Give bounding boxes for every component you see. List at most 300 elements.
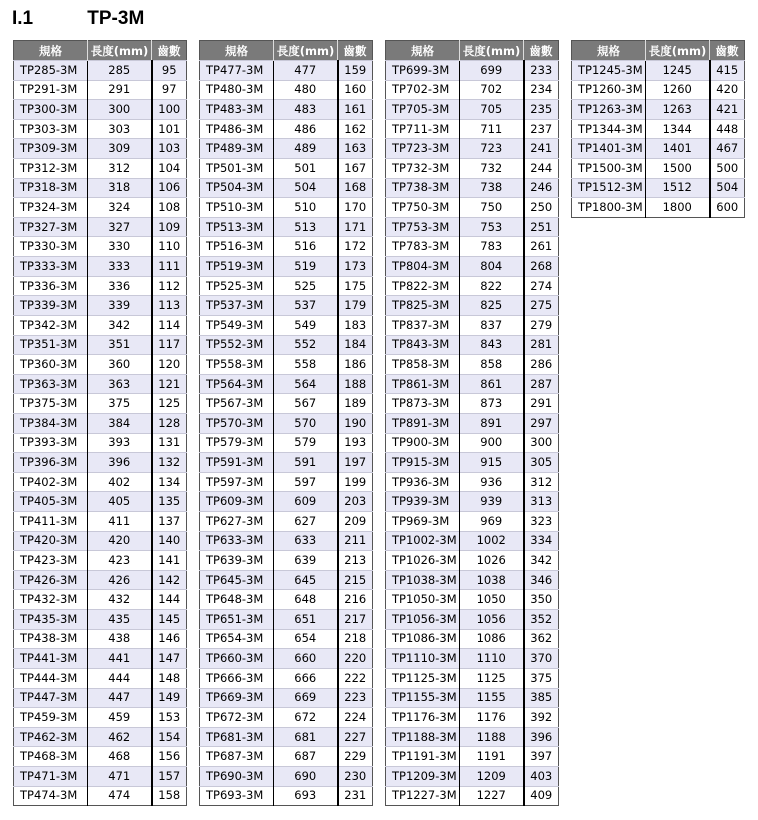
table-row: [200, 119, 373, 139]
teeth-cell: 117: [152, 335, 187, 355]
spec-cell: TP1002-3M: [386, 531, 460, 551]
teeth-cell: 231: [338, 786, 373, 806]
length-cell: 396: [88, 453, 152, 473]
length-cell: 900: [460, 433, 524, 453]
teeth-cell: 199: [338, 472, 373, 492]
table-row: [14, 512, 187, 532]
header-teeth: 齒數: [524, 41, 559, 61]
teeth-cell: 251: [524, 217, 559, 237]
table-row: [386, 374, 559, 394]
spec-cell: TP432-3M: [14, 590, 88, 610]
spec-cell: TP825-3M: [386, 296, 460, 316]
length-cell: 447: [88, 688, 152, 708]
table-row: [14, 315, 187, 335]
teeth-cell: 227: [338, 727, 373, 747]
length-cell: 825: [460, 296, 524, 316]
header-length: 長度(mm): [274, 41, 338, 61]
teeth-cell: 241: [524, 139, 559, 159]
spec-cell: TP690-3M: [200, 766, 274, 786]
table-row: [200, 100, 373, 120]
length-cell: 462: [88, 727, 152, 747]
teeth-cell: 300: [524, 433, 559, 453]
spec-cell: TP750-3M: [386, 198, 460, 218]
spec-cell: TP861-3M: [386, 374, 460, 394]
length-cell: 513: [274, 217, 338, 237]
spec-cell: TP1110-3M: [386, 649, 460, 669]
teeth-cell: 125: [152, 394, 187, 414]
length-cell: 291: [88, 80, 152, 100]
length-cell: 558: [274, 355, 338, 375]
table-row: [14, 610, 187, 630]
length-cell: 1263: [646, 100, 710, 120]
table-row: [386, 668, 559, 688]
length-cell: 570: [274, 413, 338, 433]
spec-cell: TP873-3M: [386, 394, 460, 414]
length-cell: 525: [274, 276, 338, 296]
table-row: [386, 531, 559, 551]
teeth-cell: 109: [152, 217, 187, 237]
teeth-cell: 137: [152, 512, 187, 532]
table-row: [14, 394, 187, 414]
length-cell: 936: [460, 472, 524, 492]
table-row: [386, 100, 559, 120]
length-cell: 309: [88, 139, 152, 159]
table-row: [14, 355, 187, 375]
teeth-cell: 500: [710, 159, 745, 179]
spec-cell: TP687-3M: [200, 747, 274, 767]
length-cell: 1026: [460, 551, 524, 571]
spec-cell: TP591-3M: [200, 453, 274, 473]
length-cell: 861: [460, 374, 524, 394]
teeth-cell: 396: [524, 727, 559, 747]
teeth-cell: 313: [524, 492, 559, 512]
table-row: [200, 394, 373, 414]
teeth-cell: 297: [524, 413, 559, 433]
table-row: [200, 747, 373, 767]
table-row: [386, 119, 559, 139]
table-row: [14, 276, 187, 296]
length-cell: 318: [88, 178, 152, 198]
length-cell: 843: [460, 335, 524, 355]
spec-cell: TP900-3M: [386, 433, 460, 453]
teeth-cell: 147: [152, 649, 187, 669]
length-cell: 1401: [646, 139, 710, 159]
table-row: [200, 413, 373, 433]
table-row: [386, 747, 559, 767]
length-cell: 732: [460, 159, 524, 179]
spec-cell: TP1086-3M: [386, 629, 460, 649]
table-row: [386, 512, 559, 532]
teeth-cell: 237: [524, 119, 559, 139]
belt-table-4: [571, 40, 745, 218]
teeth-cell: 141: [152, 551, 187, 571]
length-cell: 858: [460, 355, 524, 375]
length-cell: 426: [88, 570, 152, 590]
table-row: [14, 119, 187, 139]
spec-cell: TP489-3M: [200, 139, 274, 159]
spec-cell: TP420-3M: [14, 531, 88, 551]
spec-cell: TP285-3M: [14, 61, 88, 81]
spec-cell: TP1263-3M: [572, 100, 646, 120]
spec-cell: TP1401-3M: [572, 139, 646, 159]
length-cell: 609: [274, 492, 338, 512]
teeth-cell: 128: [152, 413, 187, 433]
teeth-cell: 312: [524, 472, 559, 492]
section-number: I.1: [12, 8, 34, 29]
teeth-cell: 149: [152, 688, 187, 708]
spec-cell: TP1500-3M: [572, 159, 646, 179]
spec-cell: TP654-3M: [200, 629, 274, 649]
spec-cell: TP291-3M: [14, 80, 88, 100]
length-cell: 891: [460, 413, 524, 433]
table-row: [386, 688, 559, 708]
spec-cell: TP405-3M: [14, 492, 88, 512]
length-cell: 666: [274, 668, 338, 688]
teeth-cell: 168: [338, 178, 373, 198]
spec-cell: TP681-3M: [200, 727, 274, 747]
teeth-cell: 233: [524, 61, 559, 81]
length-cell: 639: [274, 551, 338, 571]
table-row: [386, 257, 559, 277]
teeth-cell: 111: [152, 257, 187, 277]
length-cell: 591: [274, 453, 338, 473]
length-cell: 393: [88, 433, 152, 453]
header-teeth: 齒數: [710, 41, 745, 61]
spec-cell: TP1026-3M: [386, 551, 460, 571]
spec-cell: TP303-3M: [14, 119, 88, 139]
table-row: [386, 629, 559, 649]
teeth-cell: 448: [710, 119, 745, 139]
spec-cell: TP1056-3M: [386, 610, 460, 630]
length-cell: 1188: [460, 727, 524, 747]
teeth-cell: 230: [338, 766, 373, 786]
spec-cell: TP339-3M: [14, 296, 88, 316]
length-cell: 939: [460, 492, 524, 512]
teeth-cell: 186: [338, 355, 373, 375]
teeth-cell: 274: [524, 276, 559, 296]
length-cell: 411: [88, 512, 152, 532]
teeth-cell: 193: [338, 433, 373, 453]
spec-cell: TP552-3M: [200, 335, 274, 355]
teeth-cell: 211: [338, 531, 373, 551]
spec-cell: TP435-3M: [14, 610, 88, 630]
spec-cell: TP480-3M: [200, 80, 274, 100]
table-row: [200, 159, 373, 179]
teeth-cell: 600: [710, 198, 745, 218]
length-cell: 336: [88, 276, 152, 296]
teeth-cell: 218: [338, 629, 373, 649]
teeth-cell: 223: [338, 688, 373, 708]
table-row: [386, 708, 559, 728]
table-row: [14, 139, 187, 159]
teeth-cell: 334: [524, 531, 559, 551]
spec-cell: TP633-3M: [200, 531, 274, 551]
table-row: [386, 590, 559, 610]
length-cell: 423: [88, 551, 152, 571]
table-row: [14, 237, 187, 257]
length-cell: 285: [88, 61, 152, 81]
table-row: [386, 80, 559, 100]
spec-cell: TP363-3M: [14, 374, 88, 394]
teeth-cell: 229: [338, 747, 373, 767]
table-row: [14, 61, 187, 81]
table-row: [386, 413, 559, 433]
length-cell: 564: [274, 374, 338, 394]
length-cell: 1125: [460, 668, 524, 688]
table-row: [14, 159, 187, 179]
length-cell: 501: [274, 159, 338, 179]
teeth-cell: 184: [338, 335, 373, 355]
spec-cell: TP609-3M: [200, 492, 274, 512]
spec-cell: TP891-3M: [386, 413, 460, 433]
table-row: [200, 80, 373, 100]
length-cell: 480: [274, 80, 338, 100]
table-row: [386, 355, 559, 375]
header-length: 長度(mm): [460, 41, 524, 61]
spec-cell: TP441-3M: [14, 649, 88, 669]
table-row: [386, 296, 559, 316]
spec-cell: TP753-3M: [386, 217, 460, 237]
section-heading: [12, 6, 144, 32]
table-row: [386, 453, 559, 473]
teeth-cell: 362: [524, 629, 559, 649]
teeth-cell: 160: [338, 80, 373, 100]
length-cell: 351: [88, 335, 152, 355]
teeth-cell: 352: [524, 610, 559, 630]
length-cell: 1260: [646, 80, 710, 100]
table-row: [14, 747, 187, 767]
table-row: [200, 315, 373, 335]
length-cell: 711: [460, 119, 524, 139]
length-cell: 1800: [646, 198, 710, 218]
spec-cell: TP711-3M: [386, 119, 460, 139]
length-cell: 693: [274, 786, 338, 806]
length-cell: 1155: [460, 688, 524, 708]
length-cell: 669: [274, 688, 338, 708]
spec-cell: TP705-3M: [386, 100, 460, 120]
length-cell: 537: [274, 296, 338, 316]
spec-cell: TP393-3M: [14, 433, 88, 453]
length-cell: 1245: [646, 61, 710, 81]
table-row: [14, 198, 187, 218]
teeth-cell: 145: [152, 610, 187, 630]
table-row: [386, 766, 559, 786]
table-row: [200, 512, 373, 532]
table-row: [200, 649, 373, 669]
spec-cell: TP300-3M: [14, 100, 88, 120]
table-row: [386, 727, 559, 747]
teeth-cell: 114: [152, 315, 187, 335]
length-cell: 654: [274, 629, 338, 649]
table-row: [14, 374, 187, 394]
length-cell: 324: [88, 198, 152, 218]
table-row: [200, 433, 373, 453]
table-row: [386, 433, 559, 453]
table-row: [386, 217, 559, 237]
table-row: [200, 570, 373, 590]
spec-cell: TP693-3M: [200, 786, 274, 806]
spec-cell: TP468-3M: [14, 747, 88, 767]
length-cell: 327: [88, 217, 152, 237]
section-title: TP-3M: [87, 8, 145, 29]
spec-cell: TP375-3M: [14, 394, 88, 414]
table-row: [14, 570, 187, 590]
spec-cell: TP1125-3M: [386, 668, 460, 688]
table-row: [14, 335, 187, 355]
length-cell: 699: [460, 61, 524, 81]
header-length: 長度(mm): [646, 41, 710, 61]
spec-cell: TP1344-3M: [572, 119, 646, 139]
length-cell: 1002: [460, 531, 524, 551]
table-row: [200, 276, 373, 296]
spec-cell: TP1176-3M: [386, 708, 460, 728]
length-cell: 342: [88, 315, 152, 335]
spec-cell: TP1512-3M: [572, 178, 646, 198]
table-row: [200, 668, 373, 688]
teeth-cell: 106: [152, 178, 187, 198]
teeth-cell: 244: [524, 159, 559, 179]
spec-cell: TP723-3M: [386, 139, 460, 159]
teeth-cell: 323: [524, 512, 559, 532]
length-cell: 579: [274, 433, 338, 453]
length-cell: 1038: [460, 570, 524, 590]
table-row: [14, 492, 187, 512]
spec-cell: TP939-3M: [386, 492, 460, 512]
teeth-cell: 162: [338, 119, 373, 139]
table-row: [200, 217, 373, 237]
teeth-cell: 342: [524, 551, 559, 571]
length-cell: 633: [274, 531, 338, 551]
spec-cell: TP564-3M: [200, 374, 274, 394]
table-row: [200, 551, 373, 571]
table-row: [200, 708, 373, 728]
length-cell: 645: [274, 570, 338, 590]
length-cell: 459: [88, 708, 152, 728]
table-header-row: [386, 41, 559, 61]
teeth-cell: 157: [152, 766, 187, 786]
spec-cell: TP501-3M: [200, 159, 274, 179]
teeth-cell: 213: [338, 551, 373, 571]
teeth-cell: 175: [338, 276, 373, 296]
table-row: [200, 610, 373, 630]
teeth-cell: 281: [524, 335, 559, 355]
length-cell: 753: [460, 217, 524, 237]
table-row: [386, 649, 559, 669]
table-row: [386, 472, 559, 492]
spec-cell: TP639-3M: [200, 551, 274, 571]
length-cell: 474: [88, 786, 152, 806]
length-cell: 330: [88, 237, 152, 257]
table-row: [200, 688, 373, 708]
spec-cell: TP1260-3M: [572, 80, 646, 100]
teeth-cell: 287: [524, 374, 559, 394]
spec-cell: TP579-3M: [200, 433, 274, 453]
length-cell: 804: [460, 257, 524, 277]
table-row: [200, 590, 373, 610]
teeth-cell: 286: [524, 355, 559, 375]
table-row: [14, 257, 187, 277]
length-cell: 1512: [646, 178, 710, 198]
spec-cell: TP1245-3M: [572, 61, 646, 81]
teeth-cell: 250: [524, 198, 559, 218]
spec-cell: TP444-3M: [14, 668, 88, 688]
spec-cell: TP342-3M: [14, 315, 88, 335]
spec-cell: TP1209-3M: [386, 766, 460, 786]
teeth-cell: 467: [710, 139, 745, 159]
table-header-row: [572, 41, 745, 61]
length-cell: 486: [274, 119, 338, 139]
teeth-cell: 95: [152, 61, 187, 81]
spec-cell: TP309-3M: [14, 139, 88, 159]
length-cell: 504: [274, 178, 338, 198]
table-row: [386, 492, 559, 512]
spec-cell: TP333-3M: [14, 257, 88, 277]
table-row: [200, 296, 373, 316]
length-cell: 1110: [460, 649, 524, 669]
spec-cell: TP660-3M: [200, 649, 274, 669]
teeth-cell: 144: [152, 590, 187, 610]
table-row: [200, 61, 373, 81]
length-cell: 510: [274, 198, 338, 218]
teeth-cell: 392: [524, 708, 559, 728]
length-cell: 444: [88, 668, 152, 688]
length-cell: 1191: [460, 747, 524, 767]
table-row: [14, 668, 187, 688]
length-cell: 969: [460, 512, 524, 532]
teeth-cell: 268: [524, 257, 559, 277]
teeth-cell: 246: [524, 178, 559, 198]
teeth-cell: 146: [152, 629, 187, 649]
spec-cell: TP549-3M: [200, 315, 274, 335]
table-row: [200, 374, 373, 394]
length-cell: 432: [88, 590, 152, 610]
teeth-cell: 183: [338, 315, 373, 335]
length-cell: 405: [88, 492, 152, 512]
table-row: [200, 139, 373, 159]
teeth-cell: 171: [338, 217, 373, 237]
teeth-cell: 101: [152, 119, 187, 139]
spec-cell: TP669-3M: [200, 688, 274, 708]
header-spec: 規格: [200, 41, 274, 61]
teeth-cell: 209: [338, 512, 373, 532]
table-row: [14, 708, 187, 728]
spec-cell: TP438-3M: [14, 629, 88, 649]
table-row: [14, 296, 187, 316]
teeth-cell: 132: [152, 453, 187, 473]
table-row: [14, 217, 187, 237]
spec-cell: TP504-3M: [200, 178, 274, 198]
length-cell: 837: [460, 315, 524, 335]
length-cell: 738: [460, 178, 524, 198]
length-cell: 567: [274, 394, 338, 414]
table-row: [386, 61, 559, 81]
teeth-cell: 279: [524, 315, 559, 335]
teeth-cell: 163: [338, 139, 373, 159]
table-row: [386, 139, 559, 159]
length-cell: 1344: [646, 119, 710, 139]
spec-cell: TP510-3M: [200, 198, 274, 218]
teeth-cell: 104: [152, 159, 187, 179]
table-row: [572, 100, 745, 120]
table-row: [200, 629, 373, 649]
table-row: [386, 394, 559, 414]
table-row: [386, 786, 559, 806]
table-row: [200, 198, 373, 218]
table-row: [386, 237, 559, 257]
spec-cell: TP783-3M: [386, 237, 460, 257]
table-row: [386, 551, 559, 571]
length-cell: 339: [88, 296, 152, 316]
